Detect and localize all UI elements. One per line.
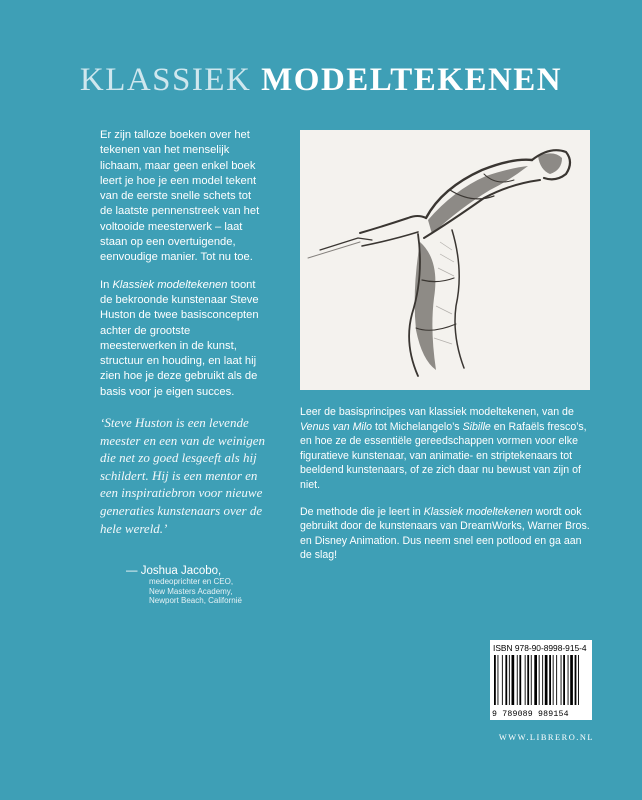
barcode-bar [542, 655, 543, 705]
desc-p2-part-a: De methode die je leert in [300, 505, 421, 518]
barcode-bar [556, 655, 557, 705]
barcode-bar [525, 655, 526, 705]
barcode-bar [570, 655, 573, 705]
description-text [300, 405, 592, 575]
intro-paragraph-1: Er zijn talloze boeken over het tekenen van het menselijk lichaam, maar geen enkel boek leert je hoe je een model tekent van de eerste snelle schets tot de laatste pennenstreek van het voltooide meesterwerk – laat staan op een overtuigende, eenvoudige manier. Tot nu toe. [100, 129, 260, 264]
publisher-website: WWW.LIBRERO.NL [498, 733, 594, 742]
description-paragraph-2 [300, 505, 592, 563]
barcode-bar [575, 655, 577, 705]
book-title [0, 62, 642, 99]
quote-attribution [126, 565, 296, 606]
attribution-role-2: New Masters Academy, [149, 586, 233, 596]
desc-p1-emphasis-2: Sibille [462, 420, 491, 433]
testimonial-quote: ‘Steve Huston is een levende meester en een van de weinigen die net zo goed lesgeeft als hij schildert. Hij is een mentor en een inspiratiebron voor nieuwe generaties kunstenaars over de hele wereld.’ [100, 415, 265, 536]
barcode-bar [578, 655, 579, 705]
barcode-bar [505, 655, 507, 705]
barcode-bar [502, 655, 503, 705]
desc-p1-part-b: tot Michelangelo’s [375, 420, 460, 433]
barcode-bar [531, 655, 532, 705]
barcode-bar [512, 655, 515, 705]
desc-p2-emphasis: Klassiek modeltekenen [423, 505, 533, 518]
barcode-digits: 9 789089 989154 [492, 710, 569, 719]
barcode-bar [545, 655, 548, 705]
title-light: KLASSIEK [79, 62, 252, 98]
desc-p1-emphasis-1: Venus van Milo [300, 420, 373, 433]
intro-p2-emphasis: Klassiek modeltekenen [112, 278, 228, 291]
figure-drawing-illustration [300, 130, 590, 390]
intro-p2-prefix: In [100, 278, 110, 291]
barcode-bar [561, 655, 562, 705]
barcode-bar [494, 655, 496, 705]
description-paragraph-1 [300, 405, 592, 493]
barcode-bar [527, 655, 529, 705]
attribution-name: — Joshua Jacobo, [126, 565, 222, 577]
barcode-bar [498, 655, 499, 705]
isbn-label: ISBN 978-90-8998-915-4 [493, 643, 587, 653]
barcode-bar [549, 655, 551, 705]
intro-paragraph-2 [100, 278, 266, 400]
barcode-bar [539, 655, 540, 705]
isbn-barcode-box [490, 640, 592, 720]
figure-drawing-sketch [300, 130, 590, 390]
desc-p1-part-c: en Rafaëls fresco’s, en hoe ze de essentiële gereedschappen vormen voor elke figuratieve kunstenaar, van animatie- en striptekenaars tot beeldend kunstenaars, of ze zich daar nu bewust van zijn of niet. [300, 420, 587, 491]
barcode-bar [519, 655, 521, 705]
barcode-bar [509, 655, 510, 705]
intro-p2-rest: toont de bekroonde kunstenaar Steve Huston de twee basisconcepten achter de grootste meesterwerken in de kunst, structuur en houding, en laat hij zien hoe je deze gebruikt als de basis voor je eigen succes. [100, 278, 259, 398]
desc-p1-part-a: Leer de basisprincipes van klassiek modeltekenen, van de [300, 406, 574, 418]
barcode-bar [517, 655, 518, 705]
attribution-role-1: medeoprichter en CEO, [149, 577, 234, 586]
barcode-bar [553, 655, 554, 705]
attribution-role-3: Newport Beach, Californië [149, 596, 242, 605]
desc-p2-part-b: wordt ook gebruikt door de kunstenaars van DreamWorks, Warner Bros. en Disney Animation. Dus neem snel een potlood en ga aan de slag! [300, 505, 590, 562]
barcode-graphic [494, 655, 588, 705]
intro-text [100, 128, 266, 412]
title-bold: MODELTEKENEN [261, 62, 563, 98]
barcode-bar [568, 655, 569, 705]
barcode-bar [563, 655, 565, 705]
barcode-bar [534, 655, 537, 705]
